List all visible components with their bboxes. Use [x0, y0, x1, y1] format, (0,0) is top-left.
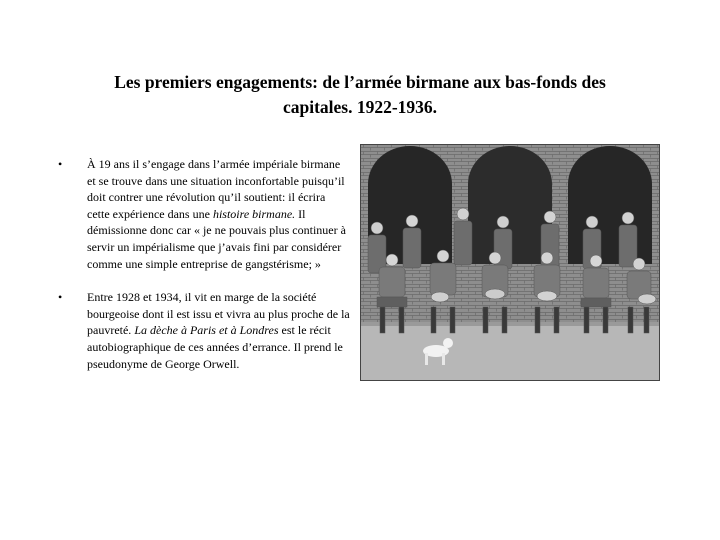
bullet-dot: •: [58, 290, 63, 305]
bullet-text: Entre 1928 et 1934, il vit en marge de la société bourgeoise dont il est issu et vivra au plus proche de la pauvreté.: [87, 290, 350, 338]
group-photo-illustration: [360, 144, 660, 381]
bullet-item-army: [58, 156, 350, 272]
group-photo: [360, 144, 660, 381]
title-line-2: capitales. 1922-1936.: [282, 97, 438, 117]
bullet-text: À 19 ans il s’engage dans l’armée impériale birmane et se trouve dans une situation inconfortable puisqu’il doit contrer une révolution qu’il soutient: il écrira cette expérience dans une: [87, 157, 345, 221]
bullet-item-poverty: [58, 289, 350, 372]
title-line-1: Les premiers engagements: de l’armée birmane aux bas-fonds des: [114, 72, 606, 92]
bullet-dot: •: [58, 157, 63, 171]
bullet-text-continued: Il démissionne donc car « je ne pouvais plus continuer à servir un impérialisme que j’avais fini par considérer comme une simple entreprise de gangstérisme; »: [87, 206, 346, 271]
bullet-italic-title: La dèche à Paris et à Londres: [134, 323, 279, 338]
slide-title: [60, 70, 660, 120]
bullet-list: [58, 156, 350, 372]
bullet-italic-title: histoire birmane.: [212, 206, 296, 221]
bullet-text-continued: est le récit autobiographique de ces années d’errance. Il prend le pseudonyme de George Orwell.: [87, 323, 343, 371]
